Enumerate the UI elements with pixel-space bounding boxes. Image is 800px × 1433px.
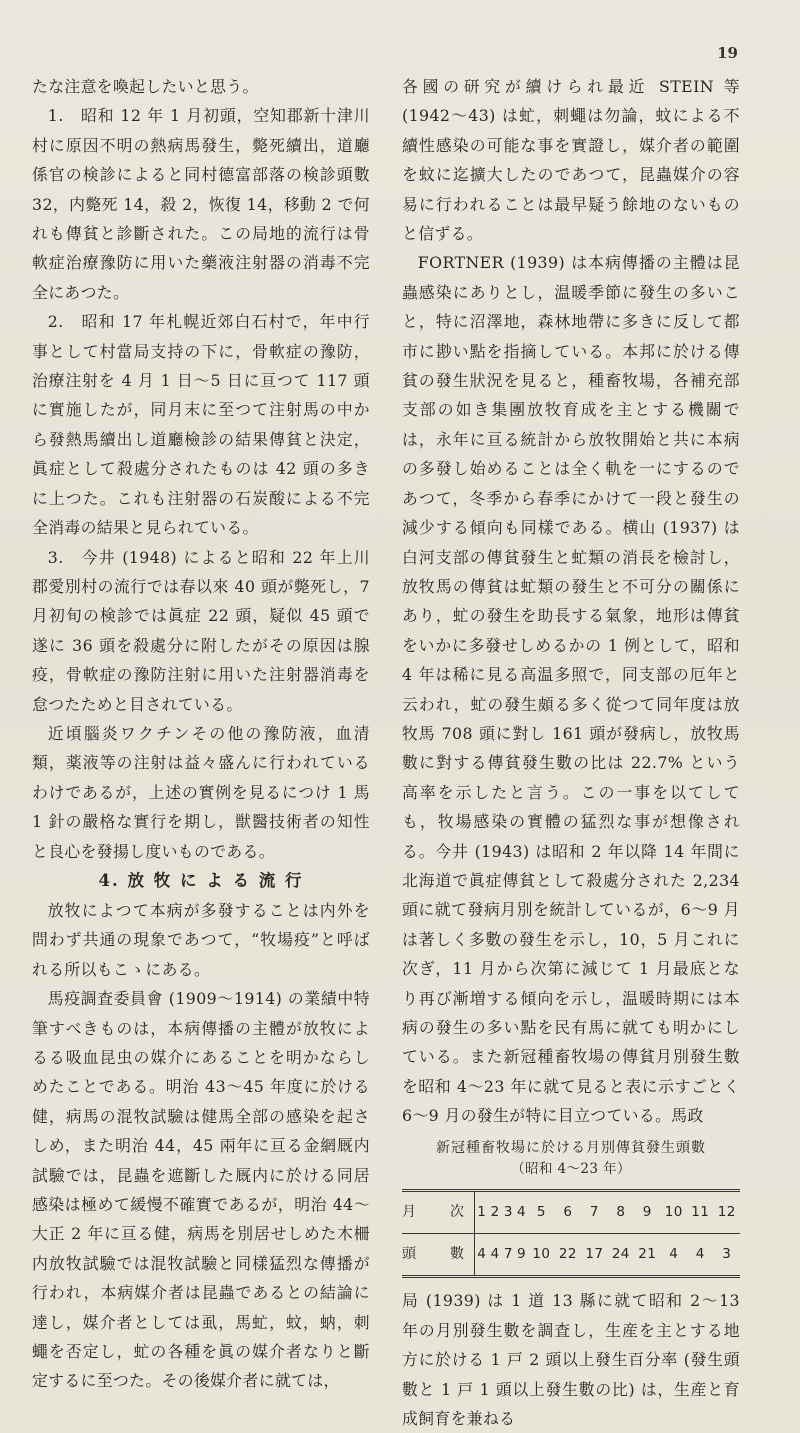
section-heading: 4. 放 牧 に よ る 流 行 xyxy=(98,870,304,890)
paragraph: 馬疫調査委員會 (1909〜1914) の業績中特筆すべきものは，本病傳播の主體が放牧によるる吸血昆虫の媒介にあることを明かならしめたことである。明治 43〜45 年度に於ける健，病馬の混牧試驗は健馬全部の感染を起さしめ，また明治 44，45 兩年に亘る金網厩内試驗では，昆蟲を遮斷した厩内に於ける同居感染は極めて緩慢不確實であるが，明治 44〜大正 2 年に亘る健，病馬を別居せしめた木柵内放牧試驗では混牧試驗と同樣猛烈な傳播が行われ，本病媒介者は昆蟲であるとの結論に達し，媒介者としては虱，馬虻，蚊，蚋，刺蠅を否定し，虻の各種を眞の媒介者なりと斷定するに至つた。その後媒介者に就ては， xyxy=(32,989,370,1391)
count-cell: 22 xyxy=(555,1234,581,1277)
paragraph: 近頃腦炎ワクチンその他の豫防液，血清類，薬液等の注射は益々盛んに行われているわけであるが，上述の實例を見るにつけ 1 馬 1 針の嚴格な實行を期し，獣醫技術者の知性と良心を發揚し度いものである。 xyxy=(32,723,370,861)
left-column xyxy=(32,72,370,1396)
table-title: 新冠種畜牧場に於ける月別傳貧發生頭數 xyxy=(436,1139,706,1156)
count-cell: 7 xyxy=(502,1234,515,1277)
row-label-month: 月 次 xyxy=(402,1190,475,1233)
count-cell: 21 xyxy=(634,1234,660,1277)
count-cell: 24 xyxy=(608,1234,634,1277)
count-cell: 4 xyxy=(687,1234,713,1277)
month-cell: 2 xyxy=(488,1190,501,1233)
month-cell: 3 xyxy=(502,1190,515,1233)
month-cell: 12 xyxy=(713,1190,740,1233)
paragraph: 各國の研究が續けられ最近 STEIN 等 (1942〜43) は虻，刺蠅は勿論，蚊による不續性感染の可能な事を實證し，媒介者の範圍を蚊に迄擴大したのであつて，昆蟲媒介の容易に行われることは最早疑う餘地のないものと信ずる。 xyxy=(402,77,740,244)
table-header-row xyxy=(402,1190,740,1233)
count-cell: 9 xyxy=(515,1234,528,1277)
month-cell: 6 xyxy=(555,1190,581,1233)
paragraph: たな注意を喚起したいと思う。 xyxy=(32,77,259,96)
paragraph: 局 (1939) は 1 道 13 縣に就て昭和 2〜13 年の月別發生數を調査し，生産を主とする地方に於ける 1 戸 2 頭以上發生百分率 (發生頭數と 1 戸 1 頭以上發生數の比) は，生産と育成飼育を兼ねる xyxy=(402,1291,740,1429)
month-cell: 1 xyxy=(475,1190,489,1233)
month-cell: 4 xyxy=(515,1190,528,1233)
page-number: 19 xyxy=(717,44,738,62)
table-data-row xyxy=(402,1234,740,1277)
table-subtitle: （昭和 4〜23 年） xyxy=(511,1160,631,1177)
paragraph: 放牧によつて本病が多發することは内外を問わず共通の現象であつて，“牧場疫”と呼ばれる所以もこゝにある。 xyxy=(32,900,370,979)
paragraph: 3. 今井 (1948) によると昭和 22 年上川郡愛別村の流行では春以來 40 頭が斃死し，7 月初旬の検診では眞症 22 頭，疑似 45 頭で遂に 36 頭を殺處分に附したがその原因は腺疫，骨軟症の豫防注射に用いた注射器消毒を怠つたためと目されている。 xyxy=(32,547,370,714)
paragraph: 1. 昭和 12 年 1 月初頭，空知郡新十津川村に原因不明の熱病馬發生，斃死續出，道廳係官の検診によると同村德富部落の検診頭數 32，内斃死 14，殺 2，恢復 14，移動 2 で何れも傳貧と診斷された。この局地的流行は骨軟症治療豫防に用いた藥液注射器の消毒不完全にあつた。 xyxy=(32,106,370,302)
count-cell: 4 xyxy=(661,1234,687,1277)
month-cell: 9 xyxy=(634,1190,660,1233)
right-column xyxy=(402,72,740,1433)
count-cell: 17 xyxy=(581,1234,607,1277)
count-cell: 10 xyxy=(528,1234,554,1277)
month-cell: 10 xyxy=(661,1190,687,1233)
paragraph: FORTNER (1939) は本病傳播の主體は昆蟲感染にありとし，温暖季節に發生の多いこと，特に沼澤地，森林地帶に多きに反して都市に尠い點を指摘している。本邦に於ける傳貧の發生狀況を見ると，種畜牧場，各補充部支部の如き集團放牧育成を主とする機關では，永年に亘る統計から放牧開始と共に本病の多發し始めることは全く軌を一にするのであつて，冬季から春季にかけて一段と發生の減少する傾向も同樣である。横山 (1937) は白河支部の傳貧發生と虻類の消長を檢討し，放牧馬の傳貧は虻類の發生と不可分の關係にあり，虻の發生を助長する氣象，地形は傳貧をいかに多發せしめるかの 1 例として，昭和 4 年は稀に見る高温多照で，同支部の厄年と云われ，虻の發生頗る多く從つて同年度は放牧馬 708 頭に對し 161 頭が發病し，放牧馬數に對する傳貧發生數の比は 22.7% という高率を示したと言う。この一事を以てしても，牧場感染の實體の猛烈な事が想像される。今井 (1943) は昭和 2 年以降 14 年間に北海道で眞症傳貧として殺處分された 2,234 頭に就て發病月別を統計しているが，6〜9 月は著しく多數の發生を示し，10，5 月これに次ぎ，11 月から次第に減じて 1 月最底となり再び漸増する傾向を示し，温暖時期には本病の發生の多い點を民有馬に就ても明かにしている。また新冠種畜牧場の傳貧月別發生數を昭和 4〜23 年に就て見ると表に示すごとく 6〜9 月の發生が特に目立つている。馬政 xyxy=(402,253,740,1126)
monthly-cases-table xyxy=(402,1137,740,1279)
month-cell: 11 xyxy=(687,1190,713,1233)
row-label-count: 頭 數 xyxy=(402,1234,475,1277)
data-table xyxy=(402,1189,740,1279)
month-cell: 7 xyxy=(581,1190,607,1233)
month-cell: 5 xyxy=(528,1190,554,1233)
count-cell: 4 xyxy=(475,1234,489,1277)
count-cell: 3 xyxy=(713,1234,740,1277)
count-cell: 4 xyxy=(488,1234,501,1277)
paragraph: 2. 昭和 17 年札幌近郊白石村で，年中行事として村當局支持の下に，骨軟症の豫防，治療注射を 4 月 1 日〜5 日に亘つて 117 頭に實施したが，同月末に至つて注射馬の中から發熱馬續出し道廳檢診の結果傳貧と決定，眞症として殺處分されたものは 42 頭の多きに上つた。これも注射器の石炭酸による不完全消毒の結果と見られている。 xyxy=(32,312,370,538)
month-cell: 8 xyxy=(608,1190,634,1233)
